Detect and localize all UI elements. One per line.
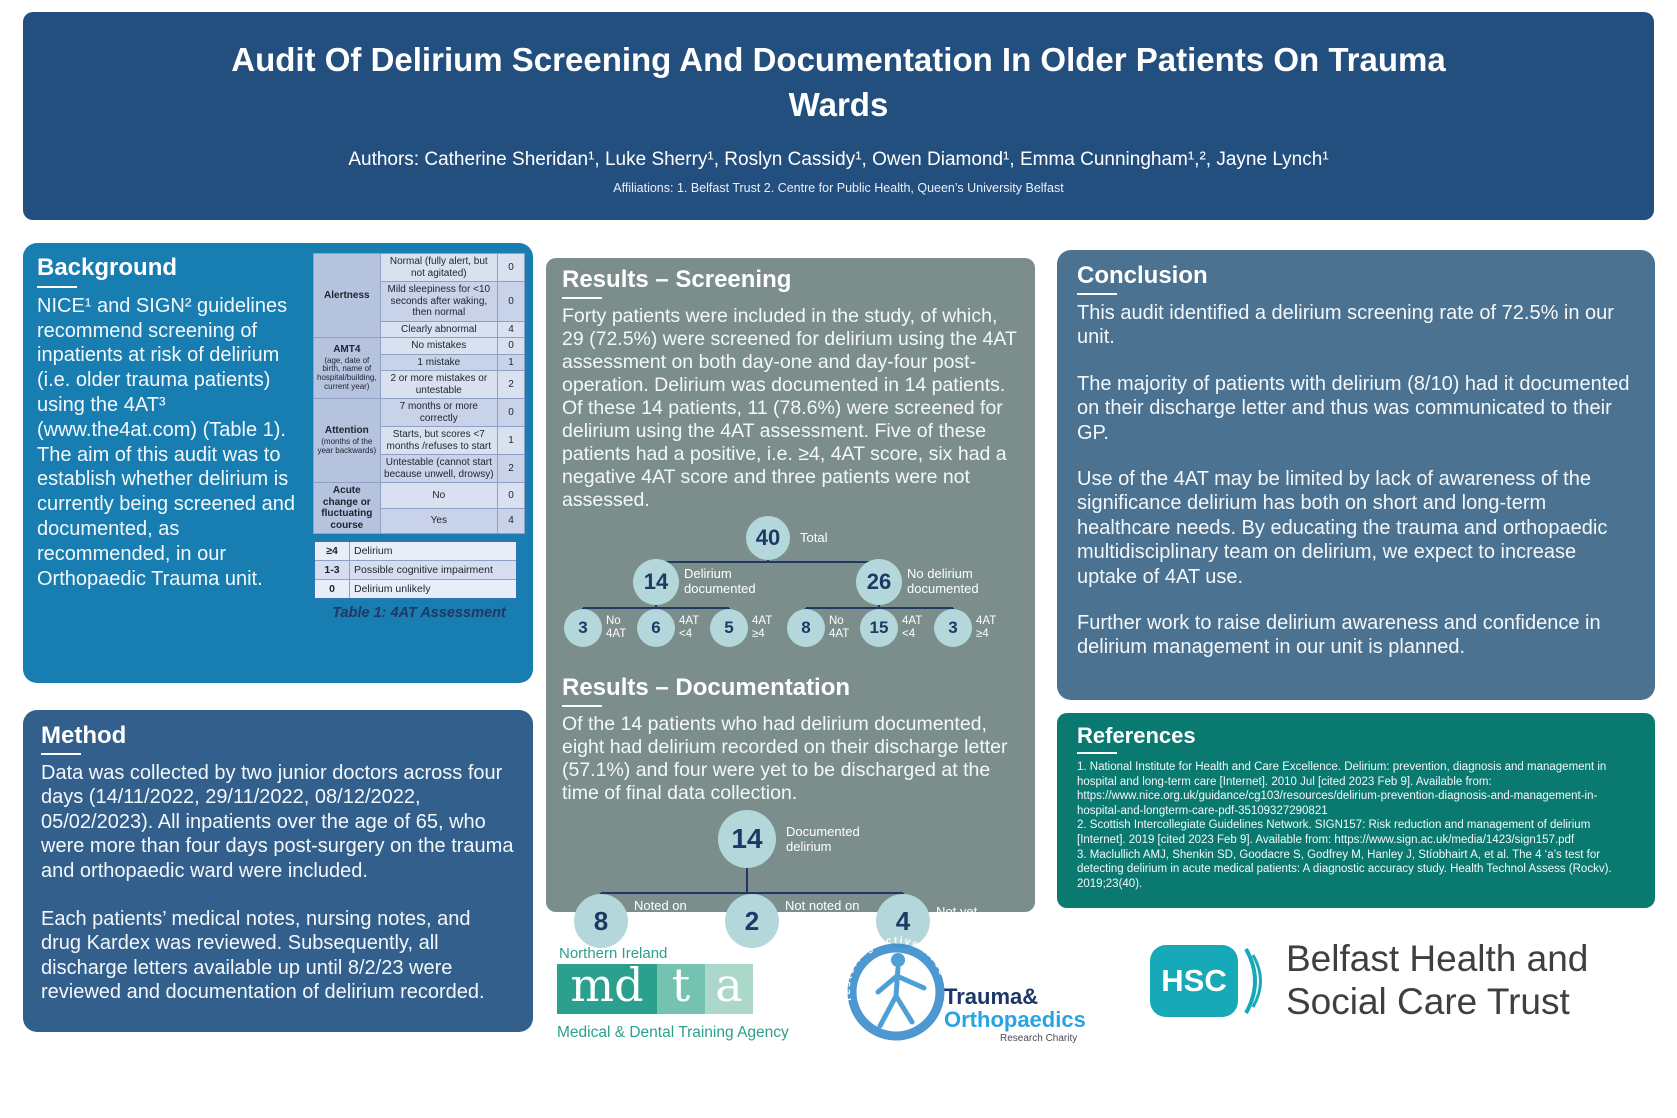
tree-leaf-label: Not yet discharged: [936, 904, 1000, 934]
hsc-logo-row: [1150, 938, 1588, 1024]
table-cell: No mistakes: [380, 338, 497, 355]
trauma-orthopaedics-logo: [832, 930, 1098, 1048]
tree-leaf-label: 4AT <4: [902, 615, 923, 640]
mdta-tile-t: t: [657, 964, 705, 1014]
tree-node-delirium-documented: 14: [633, 559, 679, 605]
conclusion-paragraph-3: Use of the 4AT may be limited by lack of awareness of the significance delirium has both on short and long-term healthcare needs. By educating the trauma and orthopaedic multidisciplinary team on delirium, we expect to increase uptake of 4AT use.: [1077, 467, 1608, 588]
page-title: Audit Of Delirium Screening And Documentation In Older Patients On Trauma Wards: [231, 41, 1446, 123]
tree-leaf: 3: [564, 609, 602, 647]
mdta-tile-md: md: [557, 964, 657, 1014]
screening-text: Forty patients were included in the study, of which, 29 (72.5%) were screened for delirium using the 4AT assessment on both day-one and day-four post-operation. Delirium was documented in 14 patients. Of these 14 patients, 11 (78.6%) were screened for delirium using the 4AT assessment. Five of these patients had a positive, i.e. ≥4, 4AT score, six had a negative 4AT score and three patients were not assessed.: [562, 305, 1017, 511]
references-section: [1057, 713, 1655, 908]
method-paragraph-1: Data was collected by two junior doctors across four days (14/11/2022, 29/11/2022, 08/12/2022, 05/02/2023). All inpatients over the age of 65, who were more than four days post-surgery on the trauma and orthopaedic ward were included.: [41, 762, 514, 882]
conclusion-paragraph-2: The majority of patients with delirium (8/10) had it documented on their discharge letter and thus was communicated to their GP.: [1077, 372, 1630, 444]
tree-leaf: 4: [876, 894, 930, 948]
tree-leaf: 5: [710, 609, 748, 647]
tree-leaf: 6: [637, 609, 675, 647]
tree-leaf-label: Not noted on discharge letter: [785, 898, 860, 943]
conclusion-section: [1057, 250, 1655, 700]
key-meaning: Delirium: [350, 541, 518, 561]
background-paragraph-2: The aim of this audit was to establish whether delirium is currently being screened and documented, as recommended, in our Orthopaedic Trauma unit.: [37, 443, 295, 590]
table-category-acute-change: Acute change or fluctuating course: [314, 483, 381, 534]
table-category-alertness: Alertness: [314, 254, 381, 338]
mdta-region-label: Northern Ireland: [559, 945, 668, 962]
key-score: ≥4: [314, 541, 350, 561]
table-cell: Starts, but scores <7 months /refuses to start: [380, 427, 497, 455]
table-category-amt4: AMT4 (age, date of birth, name of hospital/building, current year): [314, 338, 381, 399]
4at-table-area: [313, 253, 525, 675]
tree-leaf-label: No 4AT: [606, 615, 627, 640]
tree-node-label: Documented delirium: [786, 824, 860, 854]
tree-node-total: 40: [746, 516, 790, 560]
tree-node-label: Delirium documented: [684, 566, 756, 596]
table-score: 0: [498, 282, 525, 322]
table-score: 1: [498, 354, 525, 371]
method-heading: Method: [41, 722, 515, 755]
table-score: 2: [498, 371, 525, 399]
tree-leaf: 8: [574, 894, 628, 948]
tree-leaf: 8: [787, 609, 825, 647]
tree-node-label: No delirium documented: [907, 566, 979, 596]
tree-leaf-label: No 4AT: [829, 615, 850, 640]
key-score: 1-3: [314, 561, 350, 580]
table-cell: 7 months or more correctly: [380, 399, 497, 427]
table-cell: 1 mistake: [380, 354, 497, 371]
table-cell: Normal (fully alert, but not agitated): [380, 254, 497, 282]
hsc-logo: HSC: [1150, 945, 1238, 1017]
mdta-tiles: [557, 958, 767, 1014]
table-score: 0: [498, 254, 525, 282]
4at-score-key: [313, 540, 518, 600]
results-screening-heading: Results – Screening: [562, 266, 1019, 299]
table-score: 1: [498, 427, 525, 455]
screening-tree: [562, 516, 1019, 668]
table-score: 2: [498, 455, 525, 483]
trust-name-line2: Social Care Trust: [1286, 980, 1570, 1022]
background-paragraph-1: NICE¹ and SIGN² guidelines recommend screening of inpatients at risk of delirium (i.e. older trauma patients) using the 4AT³ (www.the4at.com) (Table 1).: [37, 294, 288, 441]
trust-name: [1286, 938, 1588, 1024]
method-section: [23, 710, 533, 1032]
tree-leaf: 3: [934, 609, 972, 647]
references-heading: References: [1077, 723, 1635, 754]
table-cell: Mild sleepiness for <10 seconds after waking, then normal: [380, 282, 497, 322]
tree-leaf-label: Noted on discharge letter: [634, 898, 691, 943]
tree-node-label: Total: [800, 530, 828, 545]
table-score: 0: [498, 399, 525, 427]
table-caption: Table 1: 4AT Assessment: [332, 605, 506, 621]
table-cell: No: [380, 483, 497, 509]
table-score: 4: [498, 508, 525, 534]
trust-name-line1: Belfast Health and: [1286, 938, 1589, 979]
hsc-swoosh-icon: [1244, 945, 1266, 1017]
conclusion-paragraph-1: This audit identified a delirium screening rate of 72.5% in our unit.: [1077, 302, 1614, 349]
table-cell: Yes: [380, 508, 497, 534]
authors-line: Authors: Catherine Sheridan¹, Luke Sherry¹, Roslyn Cassidy¹, Owen Diamond¹, Emma Cunningham¹,², Jayne Lynch¹: [348, 149, 1329, 171]
poster-header: [23, 12, 1654, 220]
background-section: [23, 243, 533, 683]
table-score: 4: [498, 321, 525, 338]
reference-item: 2. Scottish Intercollegiate Guidelines Network. SIGN157: Risk reduction and management of delirium [Internet]. 2019 [cited 2023 Feb 9]. Available from: https://www.sign.ac.uk/media/1423/sign157.pdf: [1077, 819, 1591, 846]
reference-item: 1. National Institute for Health and Care Excellence. Delirium: prevention, diagnosis and management in hospital and long-term care [Internet]. 2010 Jul [cited 2023 Feb 9]. Available from: https://www.nice.org.uk/guidance/cg103/resources/delirium-prevention-diagnosis-and-management-in-hospital-and-longterm-care-pdf-35109327290821: [1077, 761, 1607, 817]
conclusion-paragraph-4: Further work to raise delirium awareness and confidence in delirium management in our unit is planned.: [1077, 611, 1601, 659]
table-cell: 2 or more mistakes or untestable: [380, 371, 497, 399]
conclusion-heading: Conclusion: [1077, 262, 1635, 295]
results-section: [546, 258, 1035, 943]
table-score: 0: [498, 483, 525, 509]
background-text: [37, 253, 305, 675]
reference-item: 3. Maclullich AMJ, Shenkin SD, Goodacre S, Godfrey M, Hanley J, Stíobhairt A, et al. The 4 ‘a’s test for detecting delirium in acute medical patients: A diagnostic accuracy study. Health Technol Assess (Rockv). 2019;23(40).: [1077, 848, 1612, 890]
affiliations-line: Affiliations: 1. Belfast Trust 2. Centre for Public Health, Queen’s University Belfast: [613, 181, 1064, 196]
mdta-tile-a: a: [705, 964, 753, 1014]
table-cell: Clearly abnormal: [380, 321, 497, 338]
tree-leaf: 15: [860, 609, 898, 647]
badge-arc-text: restoring active lives: [841, 935, 949, 1002]
table-cell: Untestable (cannot start because unwell, drowsy): [380, 455, 497, 483]
key-meaning: Delirium unlikely: [350, 580, 518, 600]
documentation-text: Of the 14 patients who had delirium documented, eight had delirium recorded on their discharge letter (57.1%) and four were yet to be discharged at the time of final data collection.: [562, 713, 1008, 804]
table-score: 0: [498, 338, 525, 355]
mdta-name: Medical & Dental Training Agency: [557, 1024, 789, 1041]
tree-node-documented-delirium: 14: [718, 810, 776, 868]
tree-leaf-label: 4AT <4: [679, 615, 700, 640]
tno-line2: Orthopaedics: [944, 1007, 1086, 1032]
background-heading: Background: [37, 253, 305, 288]
table-category-attention: Attention (months of the year backwards): [314, 399, 381, 483]
tno-line3: Research Charity: [1000, 1033, 1078, 1044]
method-paragraph-2: Each patients’ medical notes, nursing notes, and drug Kardex was reviewed. Subsequently, all discharge letters available up until 8/2/23 were reviewed and documentation of delirium recorded.: [41, 907, 485, 1004]
mdta-logo: [557, 945, 789, 1042]
4at-table: [313, 253, 525, 534]
tree-leaf: 2: [725, 894, 779, 948]
tno-line1: Trauma&: [944, 984, 1039, 1009]
tree-leaf-label: 4AT ≥4: [752, 615, 773, 640]
key-score: 0: [314, 580, 350, 600]
key-meaning: Possible cognitive impairment: [350, 561, 518, 580]
tree-node-no-delirium-documented: 26: [856, 559, 902, 605]
tree-leaf-label: 4AT ≥4: [976, 615, 997, 640]
results-documentation-heading: Results – Documentation: [562, 674, 1019, 707]
